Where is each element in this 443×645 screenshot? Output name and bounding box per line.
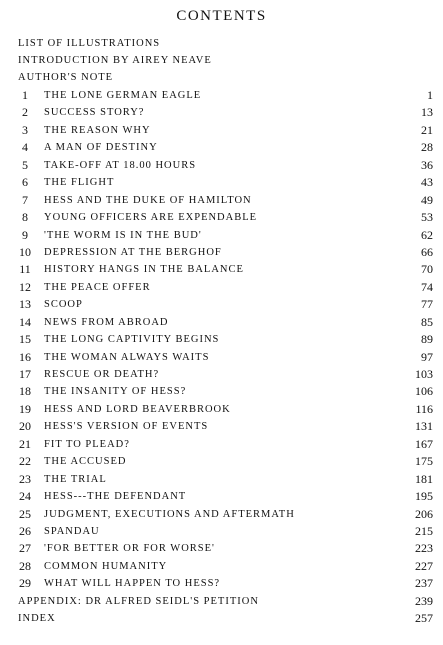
page-number: 181 <box>415 471 433 486</box>
toc-entry <box>0 314 443 331</box>
toc-entry <box>0 122 443 139</box>
page-number: 227 <box>415 558 433 573</box>
chapter-number: 22 <box>19 454 31 469</box>
toc-entry <box>0 436 443 453</box>
page-number: 36 <box>421 157 433 172</box>
front-matter-authors-note: AUTHOR'S NOTE <box>18 72 114 83</box>
toc-entry <box>0 488 443 505</box>
page-number: 66 <box>421 244 433 259</box>
page-number: 62 <box>421 227 433 242</box>
page-number: 70 <box>421 262 433 277</box>
chapter-number: 6 <box>22 175 28 190</box>
chapter-title: A MAN OF DESTINY <box>44 142 158 154</box>
page-number: 103 <box>415 367 433 381</box>
toc-entry <box>0 366 443 383</box>
chapter-title: HISTORY HANGS IN THE BALANCE <box>44 264 244 276</box>
chapter-title: RESCUE OR DEATH? <box>44 369 160 380</box>
chapter-title: SPANDAU <box>44 525 100 537</box>
chapter-number: 14 <box>19 314 31 329</box>
page-number: 223 <box>415 541 433 556</box>
page-number: 116 <box>415 401 433 416</box>
back-matter-entry <box>0 610 443 627</box>
page-number: 175 <box>415 454 433 469</box>
page-number: 257 <box>415 611 433 626</box>
toc-entry <box>0 540 443 557</box>
back-matter-title: APPENDIX: DR ALFRED SEIDL'S PETITION <box>18 595 259 607</box>
page-number: 53 <box>421 210 433 225</box>
chapter-number: 11 <box>19 262 31 277</box>
chapter-number: 7 <box>22 192 28 207</box>
chapter-number: 27 <box>19 541 31 556</box>
chapter-number: 12 <box>19 279 31 294</box>
chapter-title: THE FLIGHT <box>44 177 115 189</box>
chapter-title: HESS'S VERSION OF EVENTS <box>44 421 209 433</box>
front-matter-introduction: INTRODUCTION BY AIREY NEAVE <box>18 55 212 66</box>
back-matter-entry <box>0 593 443 610</box>
chapter-title: HESS---THE DEFENDANT <box>44 491 187 503</box>
chapter-number: 5 <box>22 157 28 172</box>
chapter-title: SCOOP <box>44 299 83 311</box>
toc-entry <box>0 209 443 226</box>
chapter-number: 1 <box>22 88 28 102</box>
toc-entry <box>0 104 443 121</box>
chapter-number: 13 <box>19 297 31 312</box>
toc-entry <box>0 139 443 156</box>
chapter-number: 29 <box>19 576 31 591</box>
page-number: 237 <box>415 576 433 591</box>
front-matter-illustrations: LIST OF ILLUSTRATIONS <box>18 38 161 49</box>
page-number: 239 <box>415 593 433 608</box>
page-number: 97 <box>421 349 433 364</box>
toc-entry <box>0 558 443 575</box>
chapter-number: 26 <box>19 523 31 538</box>
back-matter-title: INDEX <box>18 613 56 625</box>
chapter-number: 23 <box>19 471 31 486</box>
toc-entry <box>0 575 443 592</box>
chapter-title: DEPRESSION AT THE BERGHOF <box>44 246 222 258</box>
page-number: 89 <box>421 332 433 347</box>
toc-entry <box>0 279 443 296</box>
chapter-title: THE WOMAN ALWAYS WAITS <box>44 351 210 363</box>
chapter-number: 3 <box>22 122 28 137</box>
chapter-title: JUDGMENT, EXECUTIONS AND AFTERMATH <box>44 508 295 520</box>
page-number: 195 <box>415 489 433 504</box>
chapter-number: 18 <box>19 384 31 399</box>
toc-entry <box>0 87 443 104</box>
chapter-number: 15 <box>19 332 31 347</box>
chapter-title: THE LONG CAPTIVITY BEGINS <box>44 334 220 346</box>
page-number: 21 <box>421 122 433 137</box>
toc-entry <box>0 261 443 278</box>
chapter-title: WHAT WILL HAPPEN TO HESS? <box>44 578 221 590</box>
toc-entry <box>0 296 443 313</box>
chapter-title: HESS AND THE DUKE OF HAMILTON <box>44 194 252 206</box>
chapter-list <box>0 87 443 628</box>
page-number: 131 <box>415 419 433 434</box>
page-title: CONTENTS <box>176 8 267 24</box>
chapter-title: NEWS FROM ABROAD <box>44 316 169 328</box>
chapter-number: 21 <box>19 436 31 451</box>
toc-entry <box>0 506 443 523</box>
page-number: 1 <box>427 88 433 102</box>
page-number: 85 <box>421 314 433 329</box>
page-number: 167 <box>415 436 433 451</box>
chapter-title: THE INSANITY OF HESS? <box>44 386 187 398</box>
chapter-number: 10 <box>19 244 31 259</box>
chapter-number: 20 <box>19 419 31 434</box>
chapter-number: 17 <box>19 367 31 381</box>
chapter-number: 2 <box>22 105 28 120</box>
chapter-number: 25 <box>19 506 31 521</box>
page-number: 77 <box>421 297 433 312</box>
chapter-title: THE REASON WHY <box>44 124 151 136</box>
toc-entry <box>0 349 443 366</box>
page-number: 49 <box>421 192 433 207</box>
page-number: 206 <box>415 506 433 521</box>
page-number: 28 <box>421 140 433 155</box>
chapter-title: 'THE WORM IS IN THE BUD' <box>44 229 202 241</box>
chapter-title: THE TRIAL <box>44 473 107 485</box>
chapter-title: HESS AND LORD BEAVERBROOK <box>44 403 231 415</box>
toc-entry <box>0 192 443 209</box>
page-number: 74 <box>421 279 433 294</box>
toc-entry <box>0 244 443 261</box>
chapter-title: 'FOR BETTER OR FOR WORSE' <box>44 543 215 555</box>
chapter-number: 28 <box>19 558 31 573</box>
chapter-number: 16 <box>19 349 31 364</box>
toc-entry <box>0 471 443 488</box>
chapter-title: COMMON HUMANITY <box>44 560 168 572</box>
toc-entry <box>0 418 443 435</box>
chapter-title: FIT TO PLEAD? <box>44 438 130 450</box>
toc-entry <box>0 331 443 348</box>
page-number: 106 <box>415 384 433 399</box>
page-number: 43 <box>421 175 433 190</box>
chapter-title: THE PEACE OFFER <box>44 281 151 293</box>
toc-entry <box>0 157 443 174</box>
chapter-number: 8 <box>22 210 28 225</box>
chapter-title: TAKE-OFF AT 18.00 HOURS <box>44 159 197 171</box>
chapter-title: SUCCESS STORY? <box>44 107 145 119</box>
chapter-title: THE LONE GERMAN EAGLE <box>44 90 202 101</box>
chapter-number: 24 <box>19 489 31 504</box>
chapter-title: THE ACCUSED <box>44 456 127 468</box>
toc-entry <box>0 453 443 470</box>
toc-entry <box>0 227 443 244</box>
toc-entry <box>0 523 443 540</box>
chapter-number: 4 <box>22 140 28 155</box>
page-number: 215 <box>415 523 433 538</box>
toc-entry <box>0 383 443 400</box>
chapter-title: YOUNG OFFICERS ARE EXPENDABLE <box>44 212 258 224</box>
chapter-number: 19 <box>19 401 31 416</box>
toc-entry <box>0 174 443 191</box>
page-number: 13 <box>421 105 433 120</box>
chapter-number: 9 <box>22 227 28 242</box>
toc-entry <box>0 401 443 418</box>
